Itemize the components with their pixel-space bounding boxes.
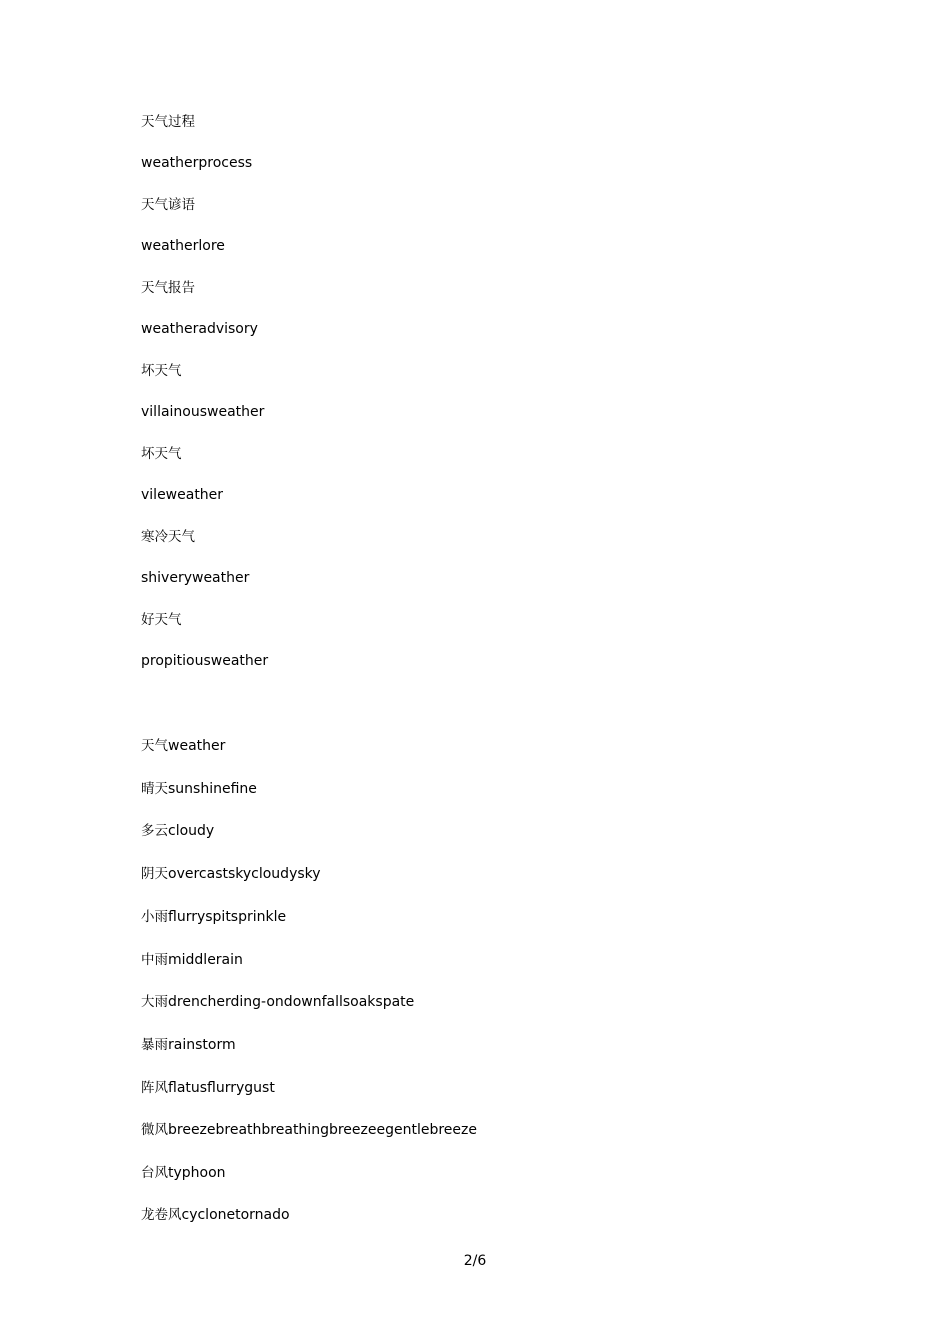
vocab-chinese: 阴天	[141, 866, 168, 882]
vocab-chinese: 龙卷风	[141, 1207, 182, 1223]
vocab-entry	[141, 1036, 236, 1054]
vocab-entry	[141, 865, 321, 883]
vocab-chinese: 暴雨	[141, 1037, 168, 1053]
term-chinese: 天气谚语	[141, 197, 195, 213]
vocab-english: breezebreathbreathingbreezeegentlebreeze	[168, 1122, 477, 1138]
vocab-english: middlerain	[168, 952, 243, 968]
term-english: propitiousweather	[141, 653, 269, 669]
vocab-chinese: 多云	[141, 823, 168, 839]
vocab-english: cloudy	[168, 823, 215, 839]
term-chinese: 坏天气	[141, 446, 182, 462]
vocab-chinese: 大雨	[141, 994, 168, 1010]
term-english: shiveryweather	[141, 570, 250, 586]
vocab-english: weather	[168, 738, 226, 754]
vocab-entry	[141, 1164, 226, 1182]
vocab-english: sunshinefine	[168, 781, 257, 797]
term-english: vileweather	[141, 487, 224, 503]
term-english: weatherprocess	[141, 155, 253, 171]
vocab-chinese: 小雨	[141, 909, 168, 925]
vocab-english: typhoon	[168, 1165, 226, 1181]
vocab-entry	[141, 908, 286, 926]
vocab-chinese: 晴天	[141, 781, 168, 797]
term-chinese: 坏天气	[141, 363, 182, 379]
term-chinese: 好天气	[141, 612, 182, 628]
vocab-entry	[141, 951, 243, 969]
vocab-entry	[141, 822, 214, 840]
vocab-entry	[141, 780, 257, 798]
vocab-english: cyclonetornado	[181, 1207, 290, 1223]
page-number: 2/6	[463, 1253, 487, 1269]
vocab-chinese: 台风	[141, 1165, 168, 1181]
vocab-chinese: 天气	[141, 738, 168, 754]
vocab-entry	[141, 737, 225, 755]
term-english: villainousweather	[141, 404, 265, 420]
vocab-entry	[141, 1206, 290, 1224]
vocab-english: drencherding-ondownfallsoakspate	[168, 994, 415, 1010]
vocab-english: flatusflurrygust	[168, 1080, 275, 1096]
vocab-entry	[141, 993, 414, 1011]
vocab-english: overcastskycloudysky	[168, 866, 321, 882]
vocab-chinese: 微风	[141, 1122, 168, 1138]
vocab-entry	[141, 1121, 477, 1139]
term-english: weatheradvisory	[141, 321, 258, 337]
term-chinese: 天气过程	[141, 114, 195, 130]
vocab-chinese: 中雨	[141, 952, 168, 968]
vocab-entry	[141, 1079, 275, 1097]
term-chinese: 天气报告	[141, 280, 195, 296]
vocab-english: flurryspitsprinkle	[168, 909, 287, 925]
term-chinese: 寒冷天气	[141, 529, 195, 545]
vocab-english: rainstorm	[168, 1037, 236, 1053]
vocab-chinese: 阵风	[141, 1080, 168, 1096]
term-english: weatherlore	[141, 238, 225, 254]
